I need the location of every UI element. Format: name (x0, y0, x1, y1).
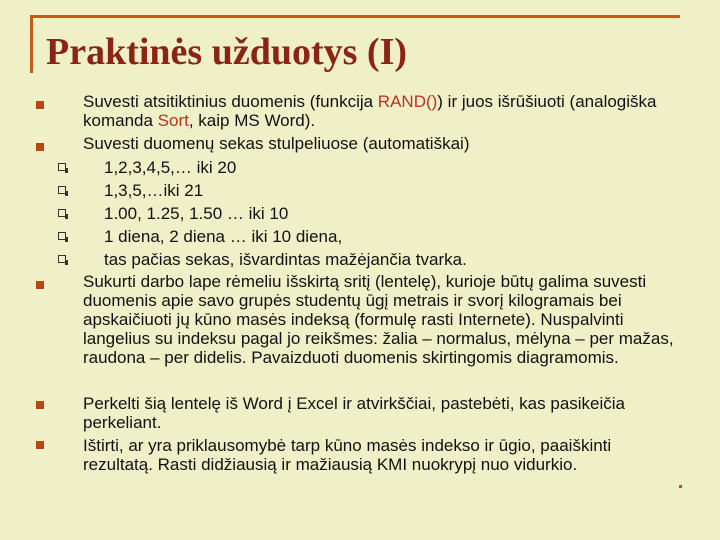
bullet-text-table: Sukurti darbo lape rėmeliu išskirtą sritį (lentelę), kurioje būtų galima suvesti duomenis apie savo grupės studentų ūgį metrais ir svorį kilogramais bei apskaičiuoti jų kūno masės indeksą (formulę rasti Internete). Nuspalvinti langelius su indeksu pagal jo reikšmes: žalia – normalus, mėlyna – per mažas, raudona – per didelis. Pavaizduoti duomenis skirtingomis diagramomis. (83, 272, 674, 367)
function-name: RAND() (377, 92, 438, 111)
slide-title: Praktinės užduotys (I) (46, 31, 408, 73)
sub-item: 1.00, 1.25, 1.50 … iki 10 (104, 204, 289, 223)
bullet-marker (36, 101, 44, 109)
bullet-text-part: Suvesti atsitiktinius duomenis (funkcija (83, 92, 378, 111)
bullet-text-analysis: Ištirti, ar yra priklausomybė tarp kūno masės indekso ir ūgio, paaiškinti rezultatą. Rasti didžiausią ir mažiausią KMI nuokrypį nuo vidurkio. (83, 436, 612, 474)
bullet-text-sequences: Suvesti duomenų sekas stulpeliuose (automatiškai) (83, 134, 470, 153)
sub-bullet-marker (58, 163, 66, 171)
bullet-text-transfer: Perkelti šią lentelę iš Word į Excel ir atvirkščiai, pastebėti, kas pasikeičia perkeliant. (83, 394, 626, 432)
sub-bullet-marker (58, 232, 66, 240)
title-frame-top (30, 15, 680, 18)
bullet-marker (36, 143, 44, 151)
bullet-marker (36, 441, 44, 449)
corner-dot (679, 485, 682, 488)
bullet-text-part: , kaip MS Word). (188, 111, 316, 130)
command-name: Sort (157, 111, 189, 130)
sub-item: tas pačias sekas, išvardintas mažėjančia tvarka. (104, 250, 467, 269)
bullet-text-part: ) ir juos išrūšiuoti (analogiška komanda (83, 92, 657, 130)
bullet-marker (36, 401, 44, 409)
bullet-marker (36, 281, 44, 289)
sub-item: 1,2,3,4,5,… iki 20 (104, 158, 237, 177)
sub-bullet-marker (58, 209, 66, 217)
title-frame-left (30, 15, 33, 73)
sub-item: 1,3,5,…iki 21 (104, 181, 204, 200)
sub-bullet-marker (58, 255, 66, 263)
sub-item: 1 diena, 2 diena … iki 10 diena, (104, 227, 343, 246)
bullet-text-rand (83, 92, 683, 130)
sub-bullet-marker (58, 186, 66, 194)
